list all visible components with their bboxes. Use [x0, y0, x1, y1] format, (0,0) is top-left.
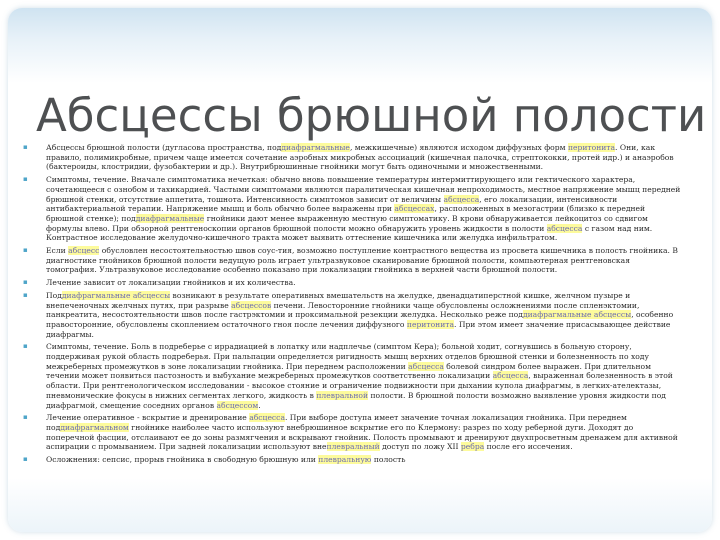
bullet-text: . Они, как правило, полимикробные, причем чаще имеется сочетание аэробных микробных ассоциаций (кишечная палочка, стрептококки, протей идр.) и анаэробов (бактероиды, клостридии, фузобактерии и др.). Внутрибрюшинные гнойники могут быть одиночными и множественными. [46, 143, 674, 172]
bullet-item [22, 246, 682, 275]
bullet-text: Абсцессы брюшной полости (дугласова пространства, под [46, 143, 282, 152]
highlighted-term-link[interactable]: диафрагмальном [60, 422, 129, 432]
square-bullet-icon: ▪ [23, 143, 28, 151]
bullet-item [22, 413, 682, 452]
highlighted-term-link[interactable]: плевральную [318, 455, 372, 465]
bullet-item [22, 342, 682, 410]
bullet-text: с газом над ним. Контрастное исследование желудочно-кишечного тракта может выявить оттеснение кишечника или желудка инфильтратом. [46, 223, 653, 243]
bullet-item [22, 291, 682, 340]
bullet-text: Осложнения: сепсис, прорыв гнойника в свободную брюшную или [46, 455, 319, 465]
bullet-text: , межкишечные) являются исходом диффузных форм [349, 143, 568, 152]
bullet-text: , расположенных в мезогастрии (близко к передней брюшной стенке); под [46, 204, 646, 223]
bullet-text: печени. Левосторонние гнойники чаще обусловлены осложнениями после спленэктомии, панкреатита, несостоятельности швов после гастрэктомии и проксимальной резекции желудка. Несколько реже под [46, 300, 640, 320]
highlighted-term-link[interactable]: диафрагмальные абсцессы [522, 310, 632, 320]
square-bullet-icon: ▪ [23, 342, 28, 351]
bullet-text: , особенно правосторонние, обусловлены скоплением остаточного гноя после лечения диффузного [46, 310, 674, 329]
bullet-text: , выраженная болезненность в этой области. При рентгенологическом исследовании - высокое стояние и ограничение подвижности при дыхании купола диафрагмы, в легких-ателектазы, пневмонические фокусы в нижних сегментах легкого, жидкость в [46, 371, 673, 400]
highlighted-term-link[interactable]: абсцесса [249, 413, 285, 423]
bullet-list [22, 143, 682, 468]
highlighted-term-link[interactable]: плевральной [316, 390, 369, 400]
bullet-text: полость [371, 455, 406, 465]
bullet-text: . При выборе доступа имеет значение точная локализация гнойника. При переднем под [46, 413, 627, 432]
bullet-text: полости. В брюшной полости возможно выявление уровня жидкости под диафрагмой, смещение соседних органов [46, 390, 666, 410]
highlighted-term-link[interactable]: диафрагмальные [281, 143, 350, 152]
square-bullet-icon: ▪ [23, 290, 28, 299]
bullet-text: Лечение зависит от локализации гнойников и их количества. [46, 278, 296, 288]
square-bullet-icon: ▪ [23, 278, 28, 287]
bullet-text: доступ по ложу XII [379, 442, 461, 452]
bullet-text: Лечение оперативное - вскрытие и дренирование [46, 413, 250, 423]
bullet-text: . [258, 400, 261, 410]
bullet-text: гнойники дают менее выраженную местную симптоматику. В крови обнаруживается лейкоцитоз со сдвигом формулы влево. При обзорной рентгеноскопии органов брюшной полости можно обнаружить уровень жидкости в полости [46, 213, 648, 233]
highlighted-term-link[interactable]: абсцесс [68, 246, 100, 256]
bullet-text: . При этом имеет значение присасывающее действие диафрагмы. [46, 319, 671, 339]
bullet-text: , его локализации, интенсивности антибактериальной терапии. Напряжение мышц и боль обычно более выражены при [46, 194, 618, 214]
bullet-text: возникают в результате оперативных вмешательств на желудке, двенадцатиперстной кишке, желчном пузыре и внепеченочных желчных путях, при разрыве [46, 290, 631, 310]
highlighted-term-link[interactable]: диафрагмальные [135, 213, 205, 223]
bullet-text: после его иссечения. [484, 442, 573, 452]
bullet-text: Симптомы, течение. Боль в подреберье с иррадиацией в лопатку или надплечье (симптом Кера); больной ходит, согнувшись в больную сторону, поддерживая рукой область подреберья. При пальпации определяется ригидность мышц верхних отделов брюшной стенки и болезненность по ходу межреберных промежутков в зоне локализации гнойника. При переднем расположении [46, 342, 649, 371]
highlighted-term-link[interactable]: плевральный [326, 442, 380, 452]
square-bullet-icon: ▪ [23, 175, 28, 184]
slide-title: Абсцессы брюшной полости [36, 89, 707, 142]
highlighted-term-link[interactable]: абсцесса [443, 194, 480, 204]
highlighted-term-link[interactable]: ребра [460, 442, 485, 452]
highlighted-term-link[interactable]: абсцесса [546, 223, 583, 233]
highlighted-term-link[interactable]: абсцессах [394, 204, 435, 214]
highlighted-term-link[interactable]: абсцессом [216, 400, 259, 410]
bullet-text: Симптомы, течение. Вначале симптоматика нечеткая: обычно вновь повышение температуры интермиттирующего или гектического характера, сочетающееся с ознобом и тахикардией. Частыми симптомами являются паралитическая кишечная непроходимость, местное напряжение мышц передней брюшной стенки, отсутствие аппетита, тошнота. Интенсивность симптомов зависит от величины [46, 175, 681, 204]
highlighted-term-link[interactable]: абсцесса [492, 371, 529, 381]
square-bullet-icon: ▪ [23, 413, 28, 422]
bullet-item [22, 278, 682, 288]
bullet-item [22, 175, 682, 243]
bullet-item [22, 143, 682, 172]
bullet-item [22, 455, 682, 465]
highlighted-term-link[interactable]: абсцесса [408, 361, 444, 371]
bullet-text: гнойнике наиболее часто используют внебрюшинное вскрытие его по Клермону: разрез по ходу реберной дуги. Доходят до поперечной фасции, отслаивают ее до зоны размягчения и вскрывают гнойник. Полость промывают и дренируют двухпросветным дренажем для активной аспирации с промыванием. При задней локализации используют вне [46, 422, 678, 452]
bullet-text: обусловлен несостоятельностью швов соус-тия, возможно поступление контрастного вещества из просвета кишечника в полость гнойника. В диагностике гнойников брюшной полости ведущую роль играет ультразвуковое сканирование брюшной полости, компьютерная рентгеновская томография. Ультразвуковое исследование особенно показано при локализации гнойника в верхней части брюшной полости. [46, 246, 678, 275]
highlighted-term-link[interactable]: перитонита [406, 319, 454, 329]
highlighted-term-link[interactable]: диафрагмальные абсцессы [61, 290, 171, 300]
highlighted-term-link[interactable]: перитонита [567, 143, 616, 152]
square-bullet-icon: ▪ [23, 246, 28, 255]
bullet-text: Под [46, 290, 62, 300]
bullet-text: болевой синдром более выражен. При длительном течении может появиться пастозность и выбухание межреберных промежутков соответственно локализации [46, 361, 652, 381]
bullet-text: Если [46, 246, 69, 256]
highlighted-term-link[interactable]: абсцессов [231, 300, 272, 310]
square-bullet-icon: ▪ [23, 455, 28, 464]
